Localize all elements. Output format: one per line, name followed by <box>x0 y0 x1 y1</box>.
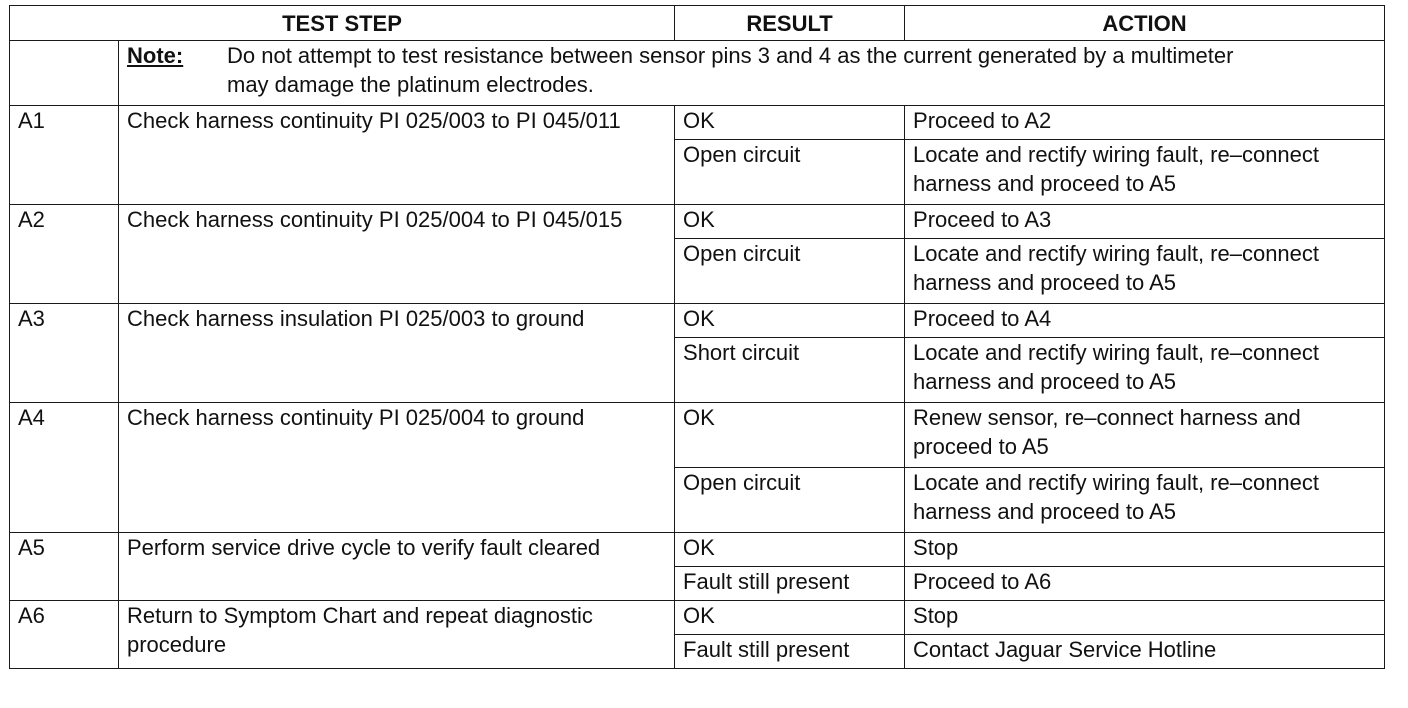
header-action: ACTION <box>905 6 1385 41</box>
action-cell: Proceed to A4 <box>905 304 1385 338</box>
step-id: A3 <box>10 304 119 403</box>
note-empty-cell <box>10 41 119 106</box>
action-cell: Stop <box>905 533 1385 567</box>
step-id: A1 <box>10 106 119 205</box>
result-cell: OK <box>675 403 905 468</box>
result-cell: OK <box>675 106 905 140</box>
result-cell: OK <box>675 533 905 567</box>
step-description: Perform service drive cycle to verify fault cleared <box>119 533 675 601</box>
result-cell: Fault still present <box>675 567 905 601</box>
result-cell: Short circuit <box>675 338 905 403</box>
result-cell: OK <box>675 304 905 338</box>
header-row <box>10 6 1385 41</box>
action-cell: Proceed to A2 <box>905 106 1385 140</box>
result-cell: Open circuit <box>675 140 905 205</box>
action-cell: Locate and rectify wiring fault, re–connect harness and proceed to A5 <box>905 338 1385 403</box>
note-row <box>10 41 1385 106</box>
action-cell: Locate and rectify wiring fault, re–connect harness and proceed to A5 <box>905 468 1385 533</box>
table-row <box>10 533 1385 567</box>
step-description: Check harness continuity PI 025/003 to PI 045/011 <box>119 106 675 205</box>
action-cell: Proceed to A3 <box>905 205 1385 239</box>
step-id: A4 <box>10 403 119 533</box>
header-test-step: TEST STEP <box>10 6 675 41</box>
action-cell: Proceed to A6 <box>905 567 1385 601</box>
result-cell: Fault still present <box>675 635 905 669</box>
table-row <box>10 205 1385 239</box>
result-cell: Open circuit <box>675 239 905 304</box>
step-id: A2 <box>10 205 119 304</box>
note-text: Do not attempt to test resistance between sensor pins 3 and 4 as the current generated by a multimeter may damage the platinum electrodes. <box>227 43 1234 97</box>
note-label: Note: <box>127 43 184 68</box>
action-cell: Contact Jaguar Service Hotline <box>905 635 1385 669</box>
step-description: Check harness continuity PI 025/004 to PI 045/015 <box>119 205 675 304</box>
step-description: Return to Symptom Chart and repeat diagnostic procedure <box>119 601 675 669</box>
action-cell: Stop <box>905 601 1385 635</box>
result-cell: Open circuit <box>675 468 905 533</box>
action-cell: Locate and rectify wiring fault, re–connect harness and proceed to A5 <box>905 140 1385 205</box>
table-row <box>10 601 1385 635</box>
step-description: Check harness continuity PI 025/004 to ground <box>119 403 675 533</box>
step-id: A5 <box>10 533 119 601</box>
note-cell <box>119 41 1385 106</box>
action-cell: Locate and rectify wiring fault, re–connect harness and proceed to A5 <box>905 239 1385 304</box>
step-description: Check harness insulation PI 025/003 to ground <box>119 304 675 403</box>
step-id: A6 <box>10 601 119 669</box>
table-row <box>10 304 1385 338</box>
action-cell: Renew sensor, re–connect harness and proceed to A5 <box>905 403 1385 468</box>
header-result: RESULT <box>675 6 905 41</box>
table-row <box>10 403 1385 468</box>
diagnostic-table <box>9 5 1385 669</box>
result-cell: OK <box>675 205 905 239</box>
table-row <box>10 106 1385 140</box>
result-cell: OK <box>675 601 905 635</box>
